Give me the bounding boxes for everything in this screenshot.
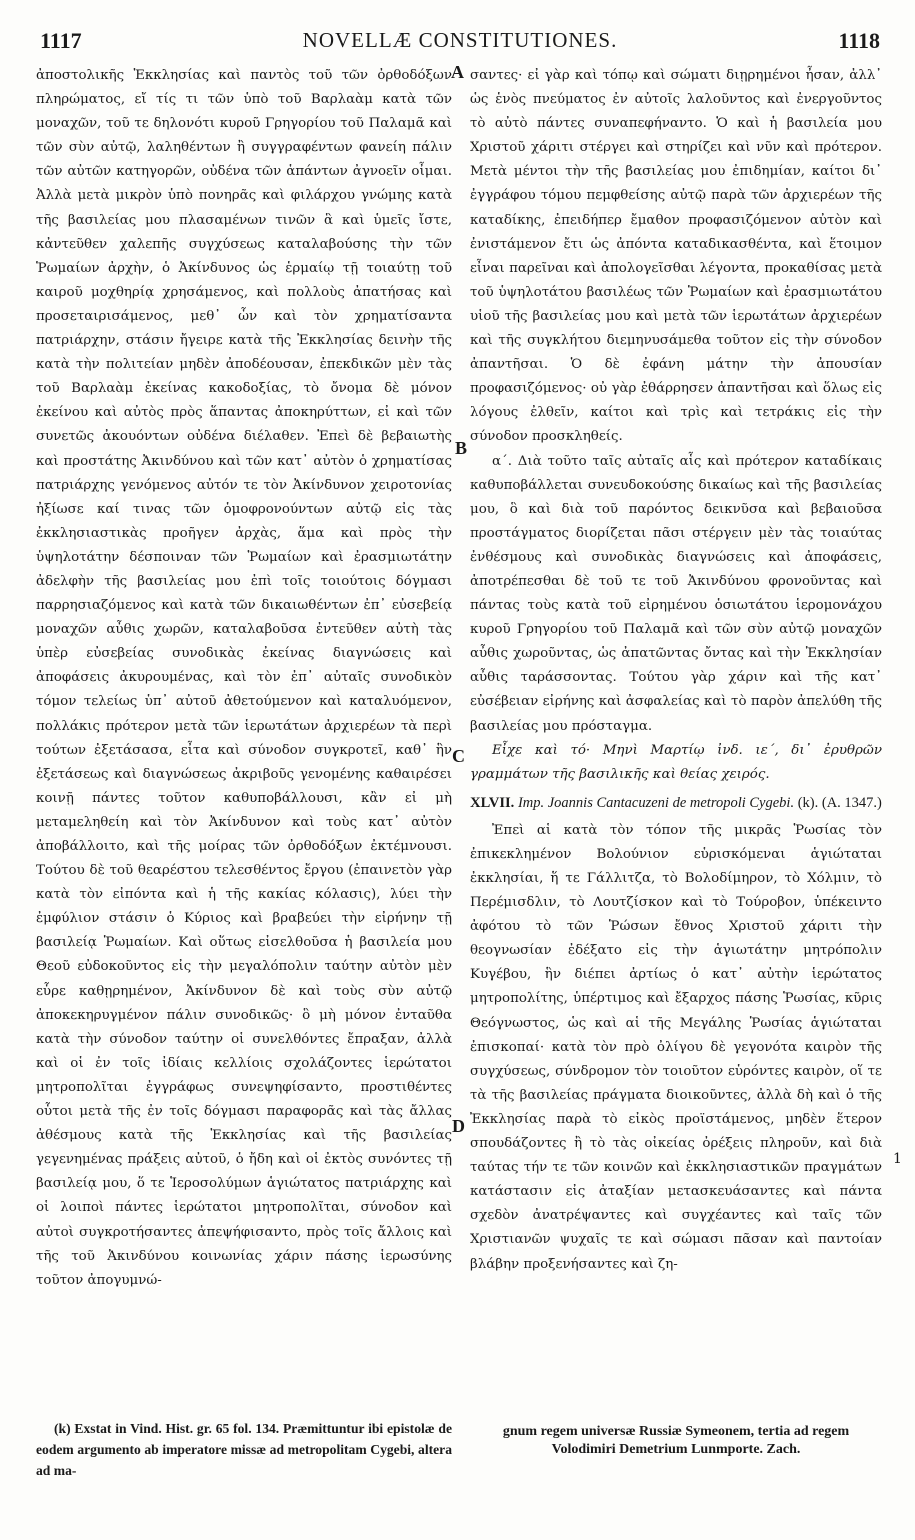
dating-clause: Εἶχε καὶ τό· Μηνὶ Μαρτίῳ ἰνδ. ιε΄, δι᾽ ἐρυθρῶν γραμμάτων τῆς βασιλικῆς καὶ θείας χειρός. bbox=[470, 742, 882, 782]
margin-letter-d: D bbox=[452, 1116, 465, 1136]
section-title: Imp. Joannis Cantacuzeni de metropoli Cygebi. bbox=[517, 794, 795, 811]
footnote-text: (k) Exstat in Vind. Hist. gr. 65 fol. 134. Præmittuntur ibi epistolæ de eodem argumento ab imperatore missæ ad metropolitam Cygebi, altera ad ma- bbox=[36, 1421, 452, 1478]
right-column bbox=[470, 64, 882, 1277]
section-heading bbox=[470, 793, 882, 813]
edge-mark: 1 bbox=[893, 1151, 902, 1167]
margin-letter-a: A bbox=[451, 62, 464, 82]
section-note: (k). (A. 1347.) bbox=[797, 794, 882, 811]
margin-letter-c: C bbox=[452, 746, 465, 766]
right-paragraph-1: σαντες· εἰ γὰρ καὶ τόπῳ καὶ σώματι διῃρημένοι ἦσαν, ἀλλ᾽ ὡς ἑνὸς πνεύματος ἐν αὐτοῖς λαλοῦντος καὶ ἐνεργοῦντος τὸ αὐτὸ πάντες συναπεφήναντο. Ὁ καὶ ἡ βασιλεία μου Χριστοῦ χάριτι στέργει καὶ στηρίζει καὶ νῦν καὶ πρότερον. Μετὰ μέντοι τὴν τῆς βασιλείας μου ἐπιδημίαν, καίτοι δι᾽ ἐγγράφου τόμου πεμφθείσης αὐτῷ παρὰ τῶν ἀρχιερέων τῆς καταδίκης, ἐπειδήπερ ἔμαθον προφασιζόμενον αὐτὸν καὶ ἐνιστάμενον ἔτι ὡς ἀπόντα καταδικασθέντα, καὶ ἕτοιμον εἶναι παρεῖναι καὶ ἀπολογεῖσθαι λέγοντα, προκαθίσας μετὰ τοῦ ὑψηλοτάτου βασιλέως τῶν Ῥωμαίων καὶ ἐρασμιωτάτου υἱοῦ τῆς βασιλείας μου καὶ μετὰ τῶν ἱερωτάτων ἀρχιερέων καὶ τῆς συγκλήτου διεμηνυσάμεθα τοῦτον εἰς τὴν σύνοδον ἀπαντῆσαι. Ὁ δὲ ἐφάνη μάτην τὴν ἀπουσίαν προφασιζόμενος· οὐ γὰρ ἐθάρρησεν ἀπαντῆσαι καὶ ὅλως εἰς λόγους ἐλθεῖν, καίτοι καὶ τρὶς καὶ τετράκις εἰς τὴν σύνοδον προσκληθείς. bbox=[470, 68, 882, 445]
left-paragraph-1: ἀποστολικῆς Ἐκκλησίας καὶ παντὸς τοῦ τῶν ὀρθοδόξων πληρώματος, εἴ τίς τι τῶν ὑπὸ τοῦ Βαρλαὰμ κατὰ τῶν μοναχῶν, τοῦ τε δηλονότι κυροῦ Γρηγορίου τοῦ Παλαμᾶ καὶ τῶν σὺν αὐτῷ, λαληθέντων ἢ συγγραφέντων φανείη πάλιν τῶν αὐτῶν κατηγορῶν, οὐδένα τῶν ἁπάντων ἀγνοεῖν οἶμαι. Ἀλλὰ μετὰ μικρὸν ὑπὸ πονηρᾶς καὶ φιλάρχου γνώμης κατὰ τῆς βασιλείας μου πλασαμένων τινῶν ἃ καὶ ὑμεῖς ἴστε, κἀντεῦθεν χαλεπῆς συγχύσεως καταλαβούσης τὴν τῶν Ῥωμαίων ἀρχὴν, ὁ Ἀκίνδυνος ὡς ἑρμαίῳ τῇ τοιαύτῃ τοῦ καιροῦ μοχθηρίᾳ χρησάμενος, καὶ πολλοὺς ἀπατήσας καὶ προσεταιρισάμενος, μεθ᾽ ὧν καὶ τὸν χρηματίσαντα πατριάρχην, στάσιν ἤγειρε κατὰ τῆς Ἐκκλησίας δεινὴν τῆς κατὰ τὴν πολιτείαν μηδὲν ἀποδέουσαν, ἐπεκδικῶν μὲν τὰς τοῦ Βαρλαὰμ ἐκείνας κακοδοξίας, τὸ ὄνομα δὲ μόνον ἐκείνου καὶ αὐτὸς πρὸς ἅπαντας ἀποκηρύττων, εἰ καὶ τῶν συνετῶς ἀκουόντων οὐδένα διέλαθεν. Ἐπεὶ δὲ βεβαιωτὴς καὶ προστάτης Ἀκινδύνου καὶ τῶν κατ᾽ αὐτὸν ὁ χρηματίσας πατριάρχης γενόμενος αὐτόν τε τὸν Ἀκίνδυνον χειροτονίας ἠξίωσε καί τινας τῶν ὁμοφρονούντων αὐτῷ εἰς τὰς ἐκκλησιαστικὰς προῆγεν ἀρχὰς, ἅμα καὶ πρὸς τὴν ὑψηλοτάτην δέσποιναν τῶν Ῥωμαίων καὶ ἐρασμιωτάτην ἀδελφὴν τῆς βασιλείας μου ἐπὶ τοῖς τοιούτοις δόγμασι παρρησιαζόμενος καὶ κατὰ τῶν δικαιωθέντων ἐπ᾽ εὐσεβείᾳ μοναχῶν αὖθις χωρῶν, καταλαβοῦσα ἐντεῦθεν αὐτὴ τὰς ὑπὲρ εὐσεβείας συνοδικὰς ἐκείνας διαγνώσεις καὶ ἀποφάσεις ἀκυρουμένας, καὶ τὸν ἐπ᾽ αὐταῖς συνοδικὸν τόμον τελείως ὑπ᾽ αὐτοῦ ἀθετούμενον καὶ καταλυόμενον, πολλάκις πρότερον μετὰ τῶν ἱερωτάτων ἀρχιερέων τὰ περὶ τούτων ἐξετάσασα, εἶτα καὶ σύνοδον συγκροτεῖ, καθ᾽ ἣν ἐξετάσεως καὶ διαγνώσεως ἀκριβοῦς γενομένης καθαιρέσει κοινῇ πάντες τοῦτον καθυποβάλλουσι, κἂν εἰ μὴ μεταμεληθείη καὶ τὸν Ἀκίνδυνον καὶ τοὺς κατ᾽ αὐτὸν ἀποβάλλοιτο, καὶ τῆς μοίρας τῶν ὀρθοδόξων ἐκτέμνουσι. Τούτου δὲ τοῦ θεαρέστου τελεσθέντος ἔργου (ἐπαινετὸν γὰρ κατὰ τὸν εἰπόντα καὶ ἡ τῆς κακίας κόλασις), λύει τὴν ἐμφύλιον στάσιν ὁ Κύριος καὶ βραβεύει τὴν εἰρήνην τῇ βασιλείᾳ Ῥωμαίων. Καὶ οὕτως εἰσελθοῦσα ἡ βασιλεία μου Θεοῦ εὐδοκοῦντος εἰς τὴν μεγαλόπολιν ταύτην αὐτὸν μὲν εὗρε καθῃρημένον, Ἀκίνδυνον δὲ καὶ τοὺς σὺν αὐτῷ ἀποκεκηρυγμένον πάλιν συνοδικῶς· ὃ μὴ μόνον ἐνταῦθα κατὰ τὴν σύνοδον ταύτην οἱ συνελθόντες ἔπραξαν, ἀλλὰ καὶ οἱ ἐν τοῖς ἰδίαις κελλίοις σχολάζοντες ἱερώτατοι μητροπολῖται ἐγγράφως συνεψηφίσαντο, προστιθέντες οὗτοι μετὰ τῆς ἐν τοῖς δόγμασι παραφορᾶς καὶ τὰς ἄλλας ἀθέσμους κατὰ τῆς Ἐκκλησίας καὶ τῆς βασιλείας γεγενημένας πράξεις αὐτοῦ, ὁ ἤδη καὶ οἱ ἐκτὸς συνόντες τῇ βασιλείᾳ μου, ὅ τε Ἱεροσολύμων ἁγιώτατος πατριάρχης καὶ οἱ λοιποὶ πάντες ἱερώτατοι μητροπολῖται, σύνοδον καὶ αὐτοὶ συγκροτήσαντες ἀπεψήφισαντο, πρὸς τοῖς ἄλλοις καὶ τῆς τοῦ Ἀκινδύνου κοινωνίας χάριν πάσης ἱερωσύνης τοῦτον ἀπογυμνώ- bbox=[36, 68, 452, 1288]
page-number-right: 1118 bbox=[838, 28, 880, 53]
right-footnote-text: gnum regem universæ Russiæ Symeonem, tertia ad regem Volodimiri Demetrium Lunmporte. Zach. bbox=[502, 1424, 850, 1457]
page-number-left: 1117 bbox=[40, 28, 82, 53]
section-number: XLVII. bbox=[470, 794, 515, 811]
right-footnote bbox=[470, 1423, 882, 1459]
margin-letter-b: B bbox=[455, 438, 468, 458]
left-column bbox=[36, 64, 452, 1293]
right-paragraph-3: Ἐπεὶ αἱ κατὰ τὸν τόπον τῆς μικρᾶς Ῥωσίας τὸν ἐπικεκλημένον Βολούνιον εὑρισκόμεναι ἁγιώταται ἐκκλησίαι, ἥ τε Γάλλιτζα, τὸ Βολοδίμηρον, τὸ Χόλμιν, τὸ Περέμισδλιν, τὸ Λουτζίσκον καὶ τὸ Τούροβον, ὑπέκειντο ἀφότου τὸ τῶν Ῥώσων ἔθνος Χριστοῦ χάριτι τὴν θεογνωσίαν ἐδέξατο εἰς τὴν ἁγιωτάτην μητρόπολιν Κυγέβου, ἣν διέπει ἀρτίως ὁ κατ᾽ αὐτὴν ἱερώτατος μητροπολίτης, ὑπέρτιμος καὶ ἔξαρχος πάσης Ῥωσίας, κῦρις Θεόγνωστος, ὡς καὶ αἱ τῆς Μεγάλης Ῥωσίας ἁγιώταται ἐπισκοπαί· κατὰ τὸν πρὸ ὀλίγου δὲ γεγονότα καιρὸν τῆς συγχύσεως, σύνδρομον τὸν τοιοῦτον εὑρόντες καιρὸν, οἵ τε τὰ τῆς βασιλείας πράγματα διοικοῦντες, ἀλλὰ δὴ καὶ ὁ τῆς Ἐκκλησίας παρὰ τὸ εἰκὸς προϊστάμενος, μηδὲν ἕτερον σπουδάζοντες ἢ τὸ τὰς οἰκείας ὀρέξεις πληροῦν, καὶ διὰ ταύτας τήν τε τῶν κοινῶν καὶ ἐκκλησιαστικῶν πραγμάτων κατάστασιν εἰς ἀταξίαν μετασκευάσαντες καὶ πάντα σχεδὸν ἀνατρέψαντες καὶ συγχέαντες καὶ ταῖς τῶν Χριστιανῶν ψυχαῖς τε καὶ σώμασι πᾶσαν καὶ παντοίαν βλάβην προξενήσαντες καὶ ζη- bbox=[470, 822, 882, 1272]
footnote-k bbox=[36, 1418, 452, 1481]
right-paragraph-2: α΄. Διὰ τοῦτο ταῖς αὐταῖς αἷς καὶ πρότερον καταδίκαις καθυποβάλλεται συνευδοκούσης δικαίως καὶ τῆς βασιλείας μου, ὃ καὶ διὰ τοῦ παρόντος δεικνῦσα καὶ βεβαιοῦσα προστάγματος διορίζεται πᾶσι στέργειν μὲν τὰς τοιαύτας ἐνθέσμους καὶ συνοδικὰς διαγνώσεις καὶ ἀποφάσεις, ἀποτρέπεσθαι δὲ τοῦ τε τοῦ Ἀκινδύνου φρονοῦντας καὶ πάντας τοὺς κατὰ τοῦ εἰρημένου ὁσιωτάτου ἱερομονάχου κυροῦ Γρηγορίου τοῦ Παλαμᾶ καὶ τῶν σὺν αὐτῷ μοναχῶν αὖθις χωροῦντας, ὡς ἀπατῶντας ὄντας καὶ τὴν Ἐκκλησίαν αὖθις ταράσσοντας. Τούτου γὰρ χάριν καὶ τῆς κατ᾽ εὐσέβειαν εἰρήνης καὶ ἀσφαλείας καὶ τὸ παρὸν ἀπελύθη τῆς βασιλείας μου πρόσταγμα. bbox=[470, 453, 882, 734]
page-header bbox=[40, 28, 880, 62]
running-title: NOVELLÆ CONSTITUTIONES. bbox=[302, 28, 618, 52]
